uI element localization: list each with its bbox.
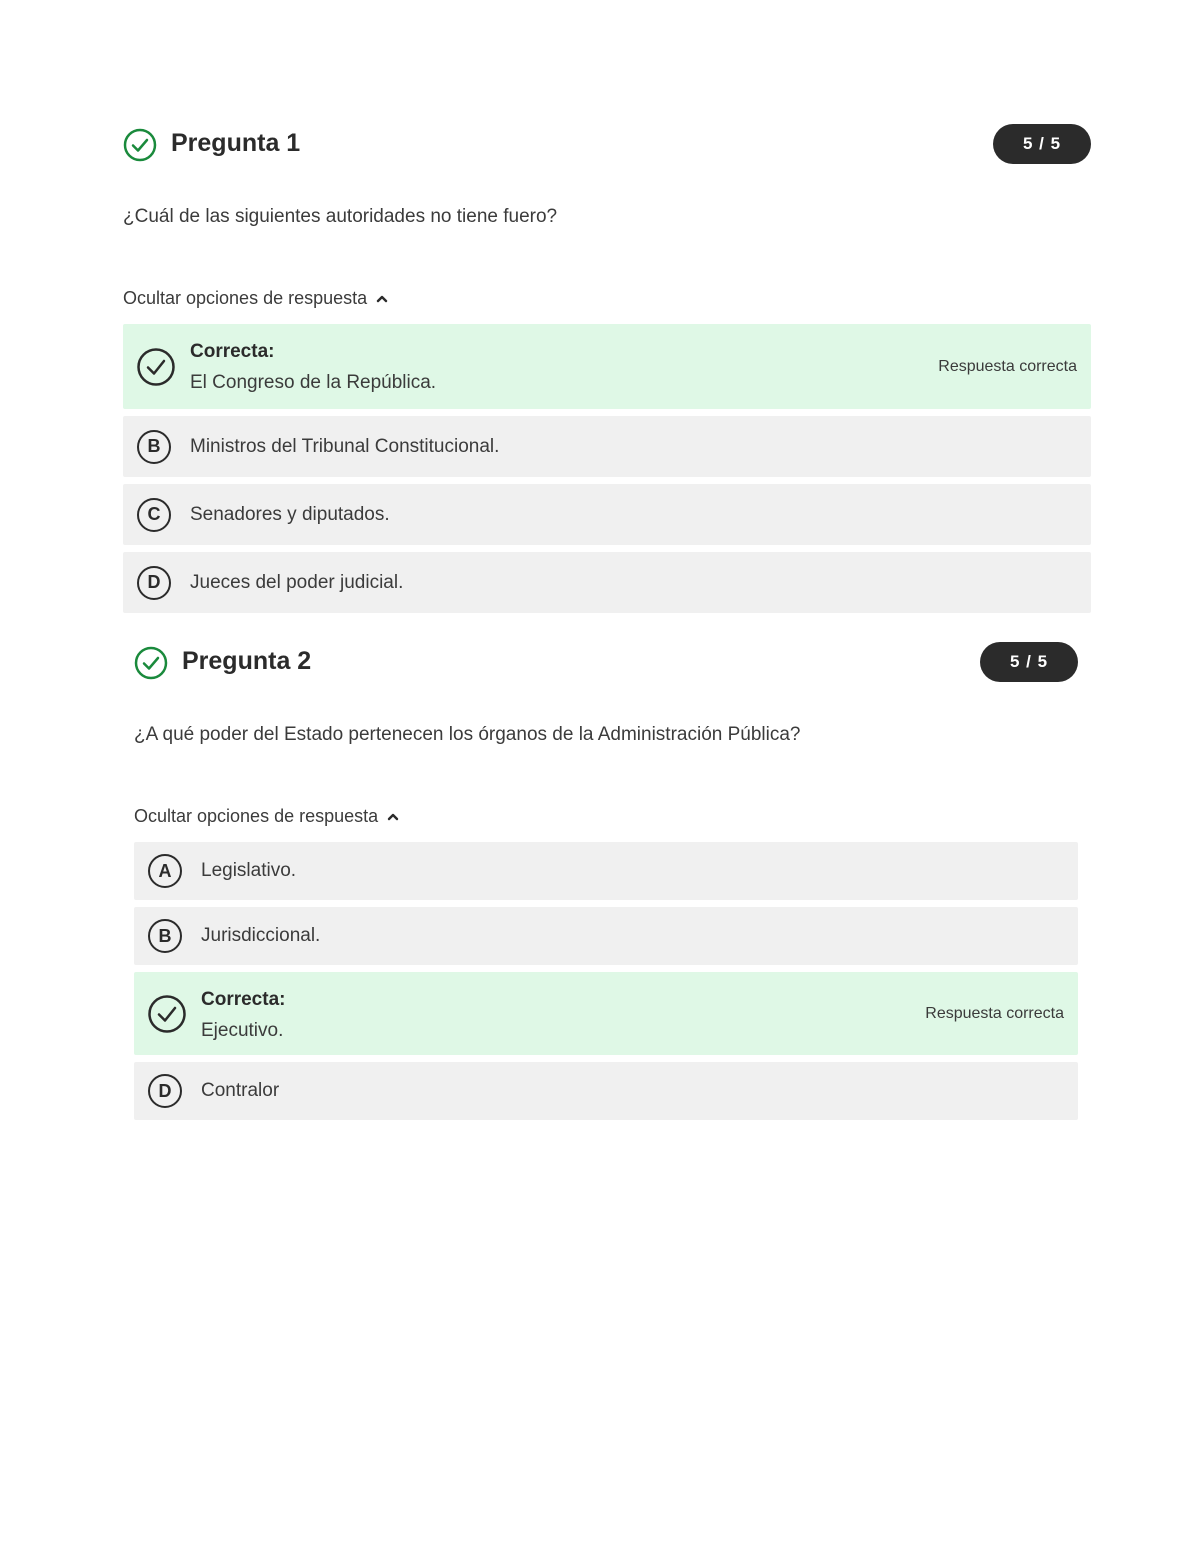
option-text: Ejecutivo. xyxy=(201,1020,284,1041)
check-circle-icon xyxy=(136,347,176,387)
question-text: ¿A qué poder del Estado pertenecen los órganos de la Administración Pública? xyxy=(134,724,801,745)
correct-answer-note: Respuesta correcta xyxy=(925,1004,1064,1022)
option-letter-badge: A xyxy=(148,854,182,888)
answer-options xyxy=(123,324,1091,613)
toggle-label: Ocultar opciones de respuesta xyxy=(134,806,379,826)
answer-option-b[interactable] xyxy=(134,907,1078,965)
option-text: Legislativo. xyxy=(201,860,297,881)
answer-option-correct[interactable] xyxy=(134,972,1078,1055)
question-title: Pregunta 2 xyxy=(182,647,312,675)
toggle-label: Ocultar opciones de respuesta xyxy=(123,288,368,308)
option-text: Ministros del Tribunal Constitucional. xyxy=(190,435,500,457)
answer-options xyxy=(134,842,1078,1120)
score-badge: 5 / 5 xyxy=(980,642,1078,682)
option-letter-badge: B xyxy=(148,919,182,953)
correct-label: Correcta: xyxy=(201,989,286,1010)
answer-option-b[interactable] xyxy=(123,416,1091,477)
option-letter-badge: D xyxy=(148,1074,182,1108)
hide-options-toggle[interactable] xyxy=(134,806,400,827)
chevron-up-icon xyxy=(386,810,400,824)
correct-answer-note: Respuesta correcta xyxy=(938,357,1077,375)
check-circle-icon xyxy=(123,128,157,162)
question-text: ¿Cuál de las siguientes autoridades no tiene fuero? xyxy=(123,206,558,227)
option-text: Contralor xyxy=(201,1080,280,1101)
answer-option-a[interactable] xyxy=(134,842,1078,900)
chevron-up-icon xyxy=(375,292,389,306)
question-header xyxy=(123,122,1091,168)
score-badge: 5 / 5 xyxy=(993,124,1091,164)
hide-options-toggle[interactable] xyxy=(123,288,389,309)
question-1 xyxy=(123,122,1091,620)
option-text: Senadores y diputados. xyxy=(190,503,390,525)
option-text: El Congreso de la República. xyxy=(190,372,437,393)
option-text: Jurisdiccional. xyxy=(201,925,321,946)
option-text: Jueces del poder judicial. xyxy=(190,571,404,593)
answer-option-d[interactable] xyxy=(134,1062,1078,1120)
correct-answer-block xyxy=(201,988,285,1043)
option-letter-badge: C xyxy=(137,498,171,532)
answer-option-correct[interactable] xyxy=(123,324,1091,409)
correct-answer-block xyxy=(190,340,436,395)
question-header xyxy=(134,640,1078,686)
option-letter-badge: B xyxy=(137,430,171,464)
question-title: Pregunta 1 xyxy=(171,129,301,157)
check-circle-icon xyxy=(147,994,187,1034)
question-2 xyxy=(134,640,1078,1127)
answer-option-d[interactable] xyxy=(123,552,1091,613)
answer-option-c[interactable] xyxy=(123,484,1091,545)
option-letter-badge: D xyxy=(137,566,171,600)
check-circle-icon xyxy=(134,646,168,680)
correct-label: Correcta: xyxy=(190,341,275,362)
